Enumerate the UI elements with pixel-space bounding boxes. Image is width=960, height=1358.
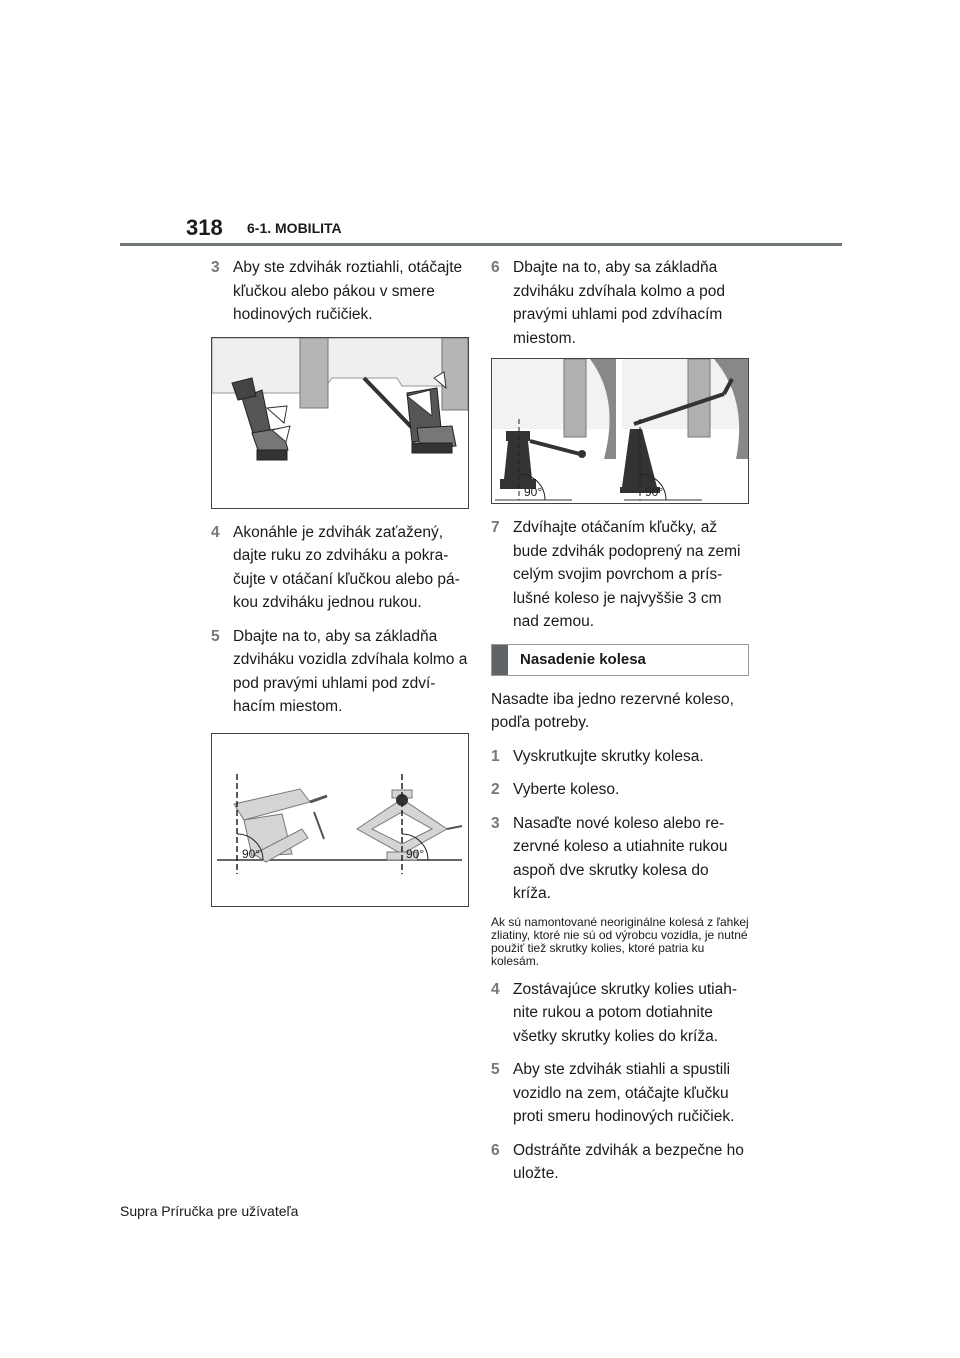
step-text: Dbajte na to, aby sa základňa zdviháku vozidla zdvíhala kolmo a pod pravými uhlami pod zdvíhacím miestom. <box>233 627 468 715</box>
step-list <box>491 978 749 1186</box>
jack-angle-figure <box>211 733 469 907</box>
step-text: Aby ste zdvihák stiahli a spustili vozidlo na zem, otáčajte kľučku proti smeru hodinových ručičiek. <box>513 1061 735 1125</box>
header-rule <box>120 243 842 246</box>
step-text: Nasaďte nové koleso alebo rezervné koleso a utiahnite rukou aspoň dve skrutky kolesa do kríža. <box>513 814 728 902</box>
step-number: 2 <box>491 781 500 798</box>
step-text: Vyskrutkujte skrutky kolesa. <box>513 747 704 765</box>
step-number: 6 <box>491 259 500 276</box>
step-item <box>491 812 749 906</box>
step-item <box>491 1139 749 1186</box>
step-list <box>211 256 469 327</box>
angle-label-right: 90° <box>645 485 664 499</box>
step-number: 4 <box>211 523 220 541</box>
jack-base-figure <box>491 358 749 504</box>
jack-extend-figure <box>211 337 469 509</box>
left-column <box>211 256 469 907</box>
step-text: Zostávajúce skrutky kolies utiahnite rukou a potom dotiahnite všetky skrutky kolies do kríža. <box>513 980 737 1045</box>
page-number: 318 <box>186 215 223 240</box>
step-number: 4 <box>491 980 500 998</box>
angle-label-left: 90° <box>242 846 261 861</box>
step-item <box>491 978 749 1049</box>
subheading-label: Nasadenie kolesa <box>520 650 646 668</box>
step-text: Aby ste zdvihák roztiahli, otáčajte kľučkou alebo pákou v smere hodinových ručičiek. <box>233 259 463 323</box>
step-list <box>491 745 749 906</box>
step-item <box>491 1058 749 1129</box>
note-paragraph: Ak sú namontované neoriginálne kolesá z ľahkej zliatiny, ktoré nie sú od výrobcu vozidla, je nutné použiť tiež skrutky kolies, ktoré patria ku kolesám. <box>491 914 749 968</box>
footer-text: Supra Príručka pre užívateľa <box>120 1203 299 1219</box>
section-title: 6-1. MOBILITA <box>247 220 342 236</box>
step-list <box>491 516 749 634</box>
step-item <box>211 256 469 327</box>
intro-paragraph: Nasadte iba jedno rezervné koleso, podľa potreby. <box>491 690 734 731</box>
step-list <box>211 521 469 719</box>
step-item <box>211 625 469 719</box>
step-number: 3 <box>211 259 220 276</box>
step-text: Vyberte koleso. <box>513 781 620 798</box>
angle-label-left: 90° <box>524 485 543 499</box>
step-number: 7 <box>491 519 500 536</box>
step-list <box>491 256 749 350</box>
step-number: 5 <box>211 627 220 645</box>
step-number: 1 <box>491 747 500 765</box>
step-number: 3 <box>491 814 500 832</box>
subheading-box <box>491 644 749 676</box>
step-item <box>491 256 749 350</box>
step-item <box>491 745 749 769</box>
step-number: 5 <box>491 1061 500 1078</box>
step-text: Dbajte na to, aby sa základňa zdviháku zdvíhala kolmo a pod pravými uhlami pod zdvíhacím miestom. <box>513 259 725 347</box>
step-item <box>491 516 749 634</box>
step-number: 6 <box>491 1141 500 1159</box>
step-text: Akonáhle je zdvihák zaťažený, dajte ruku zo zdviháku a pokračujte v otáčaní kľučkou alebo pákou zdviháku jednou rukou. <box>233 523 460 611</box>
right-column <box>491 256 749 1196</box>
angle-label-right: 90° <box>406 846 425 861</box>
step-text: Odstráňte zdvihák a bezpečne ho uložte. <box>513 1141 744 1182</box>
step-text: Zdvíhajte otáčaním kľučky, až bude zdvihák podoprený na zemi celým svojim povrchom a príslušné koleso je najvyššie 3 cm nad zemou. <box>513 519 741 630</box>
subheading-bar <box>492 645 508 675</box>
step-item <box>211 521 469 615</box>
step-item <box>491 778 749 802</box>
